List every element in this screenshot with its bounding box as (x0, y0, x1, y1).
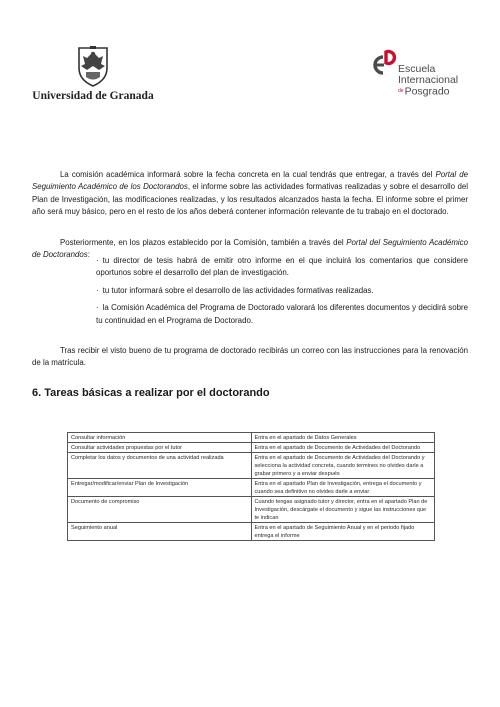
task-cell: Consultar actividades propuestas por el tutor (68, 443, 252, 453)
portal-name-2: Portal del Seguimiento Académico de Doctorandos (32, 237, 468, 260)
table-row (68, 523, 435, 541)
table-row (68, 443, 435, 453)
school-de: de (398, 88, 404, 94)
table-row (68, 433, 435, 443)
task-cell: Consultar información (68, 433, 252, 443)
eip-mark-icon (370, 48, 398, 78)
bullet-text: tu director de tesis habrá de emitir otro informe en el que incluirá los comentarios que considere oportunos sobre el desarrollo del plan de investigación. (96, 256, 468, 278)
paragraph-informe (32, 169, 468, 219)
bullet-icon: · (96, 256, 99, 265)
eip-logo (368, 48, 478, 96)
school-posgrado: Posgrado (404, 85, 450, 98)
school-line3 (398, 86, 450, 97)
instruction-cell: Entra en el apartado de Seguimiento Anual y en el periodo fijado entrega el informe (251, 523, 435, 541)
list-item (96, 302, 468, 327)
list-item (96, 255, 468, 280)
table-row (68, 497, 435, 523)
task-cell: Seguimiento anual (68, 523, 252, 541)
ugr-logo (28, 44, 158, 102)
bullet-text: tu tutor informará sobre el desarrollo de las actividades formativas realizadas. (102, 285, 374, 295)
university-name: Universidad de Granada (32, 90, 154, 102)
bullet-list (96, 255, 468, 332)
instruction-cell: Entra en el apartado de Datos Generales (251, 433, 435, 443)
instruction-cell: Entra en el apartado de Documento de Actividades del Doctorando y selecciona la actividad concreta, cuando termines no olvides darle a grabar primero y a enviar después (251, 453, 435, 479)
bullet-icon: · (96, 285, 99, 295)
p1-text-b: , el informe sobre las actividades formativas realizadas y sobre el desarrollo del Plan de Investigación, las modificaciones realizadas, y los resultados alcanzados hasta la fecha. El informe sobre el primer año será muy básico, pero en el resto de los años deberá contener información relevante de tu trabajo en el doctorado. (32, 182, 468, 217)
p1-text-a: La comisión académica informará sobre la fecha concreta en la cual tendrás que entregar, a través del (60, 169, 436, 179)
instruction-cell: Cuando tengas asignado tutor y director, entra en el apartado Plan de Investigación, descárgate el documento y sigue las instrucciones que te indican (251, 497, 435, 523)
tasks-table (67, 432, 435, 541)
task-cell: Completar los datos y documentos de una actividad realizada (68, 453, 252, 479)
instruction-cell: Entra en el apartado Plan de Investigación, entrega el documento y cuando sea definitivo no olvides darle a enviar (251, 479, 435, 497)
table-row (68, 479, 435, 497)
ugr-crest-icon (73, 44, 113, 88)
p2-text-b: : (87, 250, 90, 260)
paragraph-visto-bueno: Tras recibir el visto bueno de tu programa de doctorado recibirás un correo con las instrucciones para la renovación de la matrícula. (32, 345, 468, 368)
p2-text-a: Posteriormente, en los plazos establecido por la Comisión, también a través del (60, 237, 347, 247)
school-line1: Escuela (398, 63, 436, 75)
school-line2: Internacional (398, 74, 459, 86)
task-cell: Entregar/modificar/enviar Plan de Investigación (68, 479, 252, 497)
bullet-text: la Comisión Académica del Programa de Doctorado valorará los diferentes documentos y decidirá sobre tu continuidad en el Programa de Doctorado. (96, 303, 468, 325)
bullet-icon: · (96, 303, 99, 313)
portal-name: Portal de Seguimiento Académico de los Doctorandos (32, 169, 468, 192)
table-row (68, 453, 435, 479)
instruction-cell: Entra en el apartado de Documento de Actividades del Doctorando (251, 443, 435, 453)
list-item (96, 285, 468, 297)
section-title: 6. Tareas básicas a realizar por el doctorando (32, 387, 270, 399)
task-cell: Documento de compromiso (68, 497, 252, 523)
